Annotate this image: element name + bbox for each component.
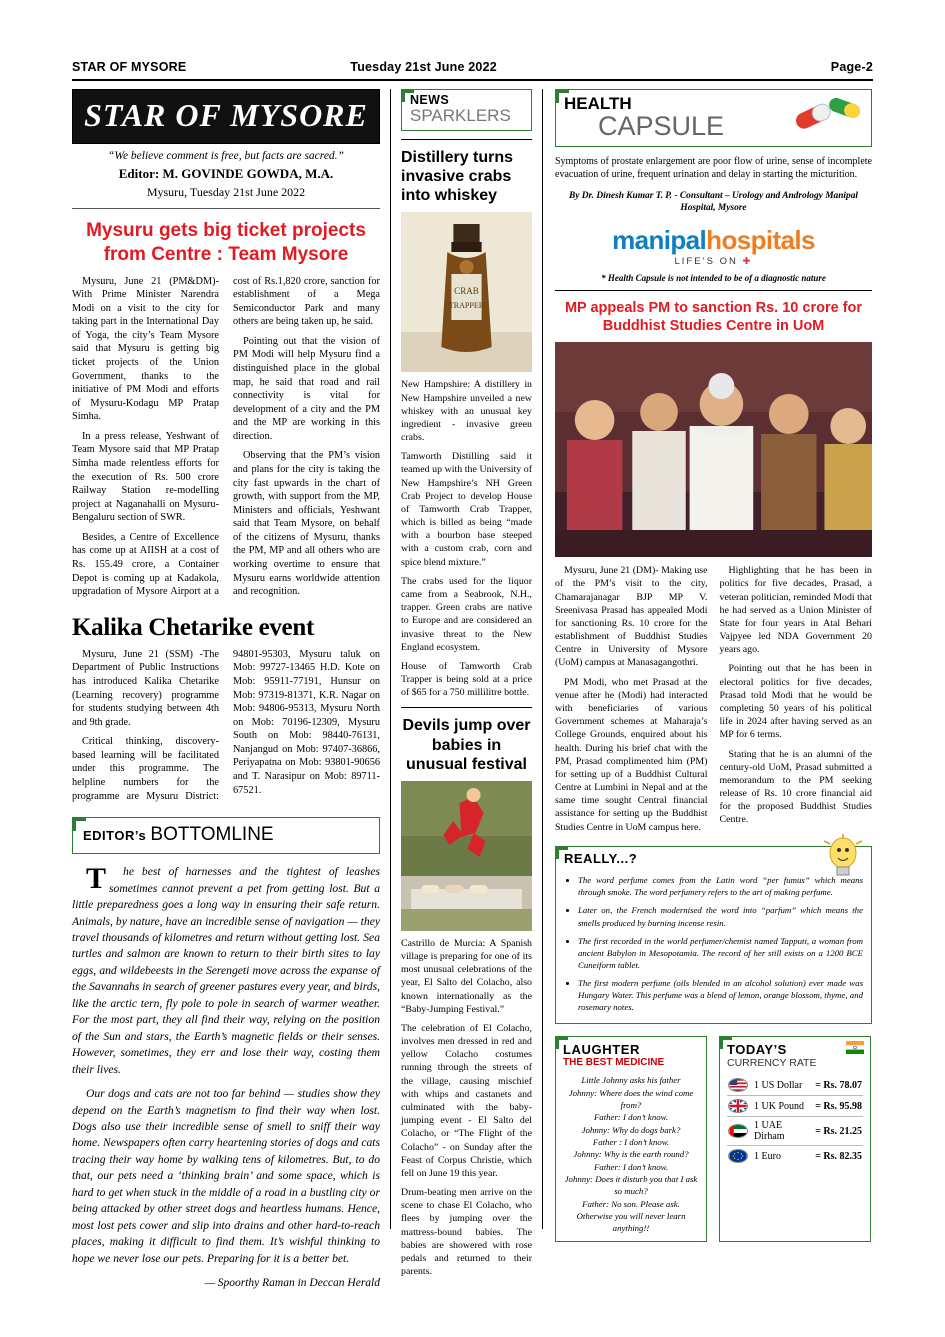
paragraph: Pointing out that he has been in electoral politics for five decades, Prasad told Modi that he would be completing 50 years of his political life in 2024 after having served as an MP for 6 terms.	[719, 663, 872, 741]
masthead-editor: Editor: M. GOVINDE GOWDA, M.A.	[118, 166, 334, 181]
joke-line: Johnny: Why do dogs bark?	[581, 1124, 681, 1135]
editors-bottomline-body	[72, 864, 380, 1291]
india-flag-icon	[846, 1041, 864, 1054]
health-capsule-box	[555, 89, 872, 147]
masthead-place-date: Mysuru, Tuesday 21st June 2022	[146, 185, 306, 199]
currency-subtitle: CURRENCY RATE	[727, 1057, 817, 1070]
pill-graphic	[793, 96, 863, 130]
laughter-body	[563, 1074, 699, 1234]
lightbulb-graphic	[821, 833, 865, 879]
paragraph: PM Modi, who met Prasad at the venue after he (Modi) had interacted with beneficiaries of various Government schemes at Maharaja’s College Grounds, enquired about his health. During his brief chat with the PM, Prasad complimented him (PM) for setting up of a Buddhist Cultural Centre at Lumbini in Nepal and at the same time sought Central financial assistance for setting up the Buddhist Studies Centre in UoM campus here.	[555, 676, 708, 833]
lead-story-body	[72, 275, 380, 602]
medical-cross-icon: ✚	[742, 256, 753, 268]
header-divider	[72, 79, 873, 81]
paragraph: Castrillo de Murcia: A Spanish village is preparing for one of its most unusual celebrations of the year, El Salto del Colacho, also known internationally as the “Baby-Jumping Festival.”	[401, 937, 532, 1015]
paragraph: Our dogs and cats are not too far behind — studies show they depend on the Earth’s magnetism to find their way when lost. Dogs also use their incredible sense of smell to sniff their way home. Newspapers often carry heartening stories of dogs and cats tracing their way home by walking tens of kilometres. But, to do that, our pets need a ‘thinking brain’ and some space, which is hard to get when stuck in the middle of a road in a bustling city or being attacked by other street dogs and heartless humans. Hence, most lost pets cower and slip into drains and other hard-to-reach places, making it difficult to find them. It’s wishful thinking to hope we never lose our pets. Preparing for it is a better bet.	[72, 1087, 380, 1265]
paragraph: Besides, a Centre of Excellence has come up at AIISH at a cost of Rs. 155.49 crore, a Container Depot is coming up at Kadakola, upgradation of Mysore Airport at a cost of Rs.1,820 crore, sanction for establishment of a Mega Semiconductor Park and many others are being taken up, he said.	[72, 275, 380, 598]
laughter-subtitle: THE BEST MEDICINE	[563, 1057, 665, 1069]
joke-line: Father: No son. Please ask. Otherwise you will never learn anything!!	[576, 1198, 686, 1234]
joke-line: Father: I don’t know.	[593, 1112, 669, 1123]
joke-line: Father: I don’t know.	[593, 1161, 669, 1172]
paragraph: The best of harnesses and the tightest of leashes sometimes cannot prevent a pet from getting lost. But a little preparedness goes a long way in ensuring their safe return. Animals, by nature, have an incredible sense of navigation — they travel thousands of kilometres and return without getting lost. Sea turtles and salmon are known to return to their birth sites to lay eggs, and wildebeests in the Serengeti move across the expanse of the Savannahs in search of greener pastures every year, and birds, like the arctic tern, fly pole to pole in search of warmer weather. For the most part, they all find their way, relying on the position of the Sun and stars, the Earth’s magnetic fields or their senses. However, sometimes, they err and lose their way, costing them their lives.	[72, 862, 380, 1076]
sparkler2-headline: Devils jump over babies in unusual festival	[402, 717, 531, 773]
editors-kicker: EDITOR’s	[83, 828, 147, 844]
paragraph: Mysuru, June 21 (SSM) -The Department of Public Instructions has introduced Kalika Chetarike (Learning recovery) programme for students studying between 4th and 9th grade.	[72, 648, 219, 728]
health-capsule-text: Symptoms of prostate enlargement are poor flow of urine, sense of incomplete evacuation of urine, frequent urination and delay in starting the micturition.	[555, 155, 872, 181]
capsule-pills-icon	[793, 96, 863, 135]
masthead-tagline: “We believe comment is free, but facts are sacred.”	[108, 150, 344, 162]
mp-story-body	[555, 564, 872, 836]
middle-column	[390, 89, 542, 1278]
manipal-word-2: hospitals	[706, 225, 815, 256]
paragraph: The crabs used for the liquor came from a Seabrook, N.H., trapper. Green crabs are native to Europe and are considered an invasive threat to the New England ecosystem.	[401, 575, 532, 653]
uk-flag-icon	[728, 1099, 748, 1113]
list-item: • The first recorded in the world perfumer/chemist named Tapputi, a woman from ancient Babylon in Mesopotamia. The record of her still exists on a 1200 BCE Cuneiform tablet.	[578, 935, 863, 971]
left-column	[72, 89, 390, 1290]
paragraph: New Hampshire: A distillery in New Hampshire unveiled a new whiskey with an unusual key ingredient - invasive green crabs.	[401, 379, 532, 444]
table-row	[727, 1075, 863, 1096]
joke-line: Little Johnny asks his father	[581, 1075, 681, 1086]
currency-name: 1 UAE Dirham	[753, 1117, 814, 1146]
news-sparklers-flag	[401, 89, 532, 131]
joke-line: Johnny: Where does the wind come from?	[568, 1087, 694, 1110]
paragraph: Mysuru, June 21 (DM)- Making use of the PM’s visit to the city, Chamarajanagar BJP MP V. Sreenivasa Prasad has appealed Modi for sanctioning Rs. 10 crore for the establishment of Buddhist Studies Centre in University of Mysore (UoM) campus at Manasagangothri.	[555, 565, 708, 669]
flag-cell	[727, 1117, 753, 1146]
us-flag-icon	[728, 1078, 748, 1092]
page-header	[72, 60, 873, 79]
really-box	[555, 846, 872, 1024]
lightbulb-icon	[821, 833, 865, 884]
sparkler2-body	[401, 937, 532, 1278]
currency-name: 1 Euro	[753, 1146, 814, 1167]
health-disclaimer: * Health Capsule is not intended to be of a diagnostic nature	[601, 273, 826, 284]
header-page-number: Page-2	[830, 60, 873, 74]
divider	[401, 139, 532, 140]
manipal-tagline	[555, 256, 872, 267]
photo-graphic	[555, 342, 872, 557]
pm-modi-photo	[555, 342, 872, 557]
right-column	[542, 89, 872, 1234]
list-item: • Later on, the French modernised the word into “parfum” which means the smells produced by burning incense resin.	[578, 904, 863, 928]
table-row	[727, 1096, 863, 1117]
paragraph: The celebration of El Colacho, involves men dressed in red and yellow Colacho costumes running through the streets of the village, causing mischief with whips and castanets and culminated with the baby-jumping event - El Salto del Colacho, or “The Flight of the Colacho” - on Sunday after the Feast of Corpus Christie, which fell on June 19 this year.	[401, 1022, 532, 1179]
flag-cell	[727, 1096, 753, 1117]
paragraph: House of Tamworth Crab Trapper is being sold at a price of $65 for a 750 millilitre bottle.	[401, 660, 532, 699]
corner-accent	[555, 1036, 568, 1049]
paragraph: In a press release, Yeshwant of Team Mysore said that MP Pratap Simha made relentless efforts for the execution of Rs. 500 crore Railway Station re-modelling project at Naganahalli on Mysuru-Bengaluru section of SWR.	[72, 430, 219, 524]
corner-accent	[72, 817, 86, 831]
editors-title: BOTTOMLINE	[150, 824, 274, 846]
manipal-wordmark	[555, 225, 872, 256]
baby-jumping-festival-photo	[401, 781, 532, 931]
currency-title: TODAY’S	[727, 1042, 787, 1058]
really-title: REALLY...?	[564, 851, 638, 867]
paragraph: Stating that he is an alumni of the century-old UoM, Prasad submitted a memorandum to the PM seeking release of Rs. 10 crore financial aid for the proposed Buddhist Studies Centre.	[719, 748, 872, 826]
joke-line: Johnny: Why is the earth round?	[573, 1149, 689, 1160]
list-item: • The first modern perfume (oils blended in an alcohol solution) ever made was Hungary Water. This perfume was a blend of lemon, orange blossom, thyme, and rosemary notes.	[578, 977, 863, 1013]
manipal-word-1: manipal	[612, 225, 707, 256]
table-row	[727, 1117, 863, 1146]
news-sparklers-title: SPARKLERS	[410, 106, 511, 125]
uae-flag-icon	[728, 1124, 748, 1138]
editors-bottomline-title	[83, 824, 369, 846]
paragraph: Observing that the PM’s vision and plans for the city is taking the city fast upwards in the chart of growth, with support from the MP, Ministers and officials, Yeshwant said that Team Mysore, on behalf of the citizens of Mysuru, thanks the PM, MP and all others who are working overtime to ensure that Mysuru earns worldwide attention and recognition.	[233, 450, 380, 598]
manipal-hospitals-logo	[555, 225, 872, 267]
bottom-boxes	[555, 1036, 872, 1242]
lead-story-headline: Mysuru gets big ticket projects from Centre : Team Mysore	[86, 220, 366, 265]
kalika-headline: Kalika Chetarike event	[72, 613, 314, 641]
kalika-body	[72, 648, 380, 803]
laughter-box	[555, 1036, 707, 1242]
header-paper-name: STAR OF MYSORE	[72, 60, 187, 74]
paragraph: Pointing out that the vision of PM Modi will help Mysuru find a distinguished place in the global map, he said that road and rail connectivity is vital for development of a city and the PM and the MP are working in this direction.	[233, 335, 380, 442]
joke-line: Father : I don’t know.	[592, 1136, 670, 1147]
laughter-title: LAUGHTER	[563, 1042, 641, 1058]
health-title: CAPSULE	[598, 111, 725, 141]
paragraph: Drum-beating men arrive on the scene to chase El Colacho, who flees by jumping over the mattress-bound babies. The babies are showered with rose pedals and returned to their parents.	[401, 1187, 532, 1278]
corner-accent	[719, 1036, 732, 1049]
sparkler1-body	[401, 378, 532, 699]
flag-cell	[727, 1075, 753, 1096]
manipal-tagline-text: LIFE’S ON	[674, 256, 738, 268]
mp-story-headline: MP appeals PM to sanction Rs. 10 crore for Buddhist Studies Centre in UoM	[564, 300, 863, 335]
really-list	[564, 874, 863, 1013]
column-layout	[72, 89, 873, 1290]
joke-line: Johnny: Does it disturb you that I ask so much?	[564, 1173, 698, 1197]
corner-accent	[401, 89, 414, 102]
health-capsule-credit: By Dr. Dinesh Kumar T. P. - Consultant – Urology and Andrology Manipal Hospital, Mysore	[568, 190, 859, 214]
corner-accent	[555, 846, 568, 859]
currency-rate: = Rs. 82.35	[814, 1146, 863, 1167]
editors-bottomline-box	[72, 817, 380, 854]
health-kicker: HEALTH	[564, 94, 632, 113]
eu-flag-icon	[728, 1149, 748, 1163]
currency-rate: = Rs. 21.25	[814, 1117, 863, 1146]
currency-table	[727, 1075, 863, 1166]
currency-name: 1 UK Pound	[753, 1096, 814, 1117]
table-row	[727, 1146, 863, 1167]
currency-rate-box	[719, 1036, 871, 1242]
paragraph: Highlighting that he has been in politics for five decades, Prasad, a veteran politician, reminded Modi that he had served as a Union Minister of State for four years in Atal Behari Vajpyee led NDA Government 20 years ago.	[719, 565, 872, 656]
news-kicker: NEWS	[410, 93, 450, 107]
header-date: Tuesday 21st June 2022	[350, 60, 497, 74]
paragraph: Tamworth Distilling said it teamed up with the University of New Hampshire’s NH Green Crab Project to develop House of Tamworth Crab Trapper, which is billed as being “made with a bourbon base steeped with a custom crab, corn and spice blend mixture.”	[401, 451, 532, 568]
photo-graphic	[401, 212, 532, 372]
currency-rate: = Rs. 95.98	[814, 1096, 863, 1117]
svg-text:TRAPPER: TRAPPER	[448, 301, 485, 311]
crab-trapper-bottle-photo	[401, 212, 532, 372]
masthead-divider	[72, 208, 380, 209]
svg-text:CRAB: CRAB	[454, 286, 479, 297]
divider	[555, 290, 872, 291]
masthead-title: STAR OF MYSORE	[72, 89, 380, 144]
corner-accent	[555, 89, 569, 103]
currency-rate: = Rs. 78.07	[815, 1079, 862, 1091]
currency-name: 1 US Dollar	[754, 1079, 803, 1091]
divider	[401, 707, 532, 708]
paragraph: Critical thinking, discovery-based learning will be facilitated under this programme. The helpline numbers for the programme are Mysuru District: 94801-95303, Mysuru taluk on Mob: 99727-13465 H.D. Kote on Mob: 95911-77191, Hunsur on Mob: 97319-81371, K.R. Nagar on Mob: 94806-95313, Mysuru North on Mob: 70196-12309, Mysuru South on Mob: 98440-76131, Nanjangud on Mob: 97407-36866, Periyapatna on Mob: 93801-90656 and T. Narasipur on Mob: 89711-67521.	[72, 648, 380, 802]
sparkler1-headline: Distillery turns invasive crabs into whiskey	[401, 148, 514, 205]
editors-credit: — Spoorthy Raman in Deccan Herald	[204, 1277, 380, 1290]
photo-graphic	[401, 781, 532, 931]
list-item: • The word perfume comes from the Latin word “per fumus” which means through smoke. The word perfumery refers to the art of making perfume.	[578, 874, 863, 898]
paragraph: Mysuru, June 21 (PM&DM)- With Prime Minister Narendra Modi on a visit to the city for taking part in the International Day of Yoga, the city’s Team Mysore said that Mysuru is getting big ticket projects of the Union Government, thanks to the initiative of PM Modi and efforts of Mysuru-Kodagu MP Pratap Simha.	[72, 275, 219, 423]
flag-cell	[727, 1146, 753, 1167]
